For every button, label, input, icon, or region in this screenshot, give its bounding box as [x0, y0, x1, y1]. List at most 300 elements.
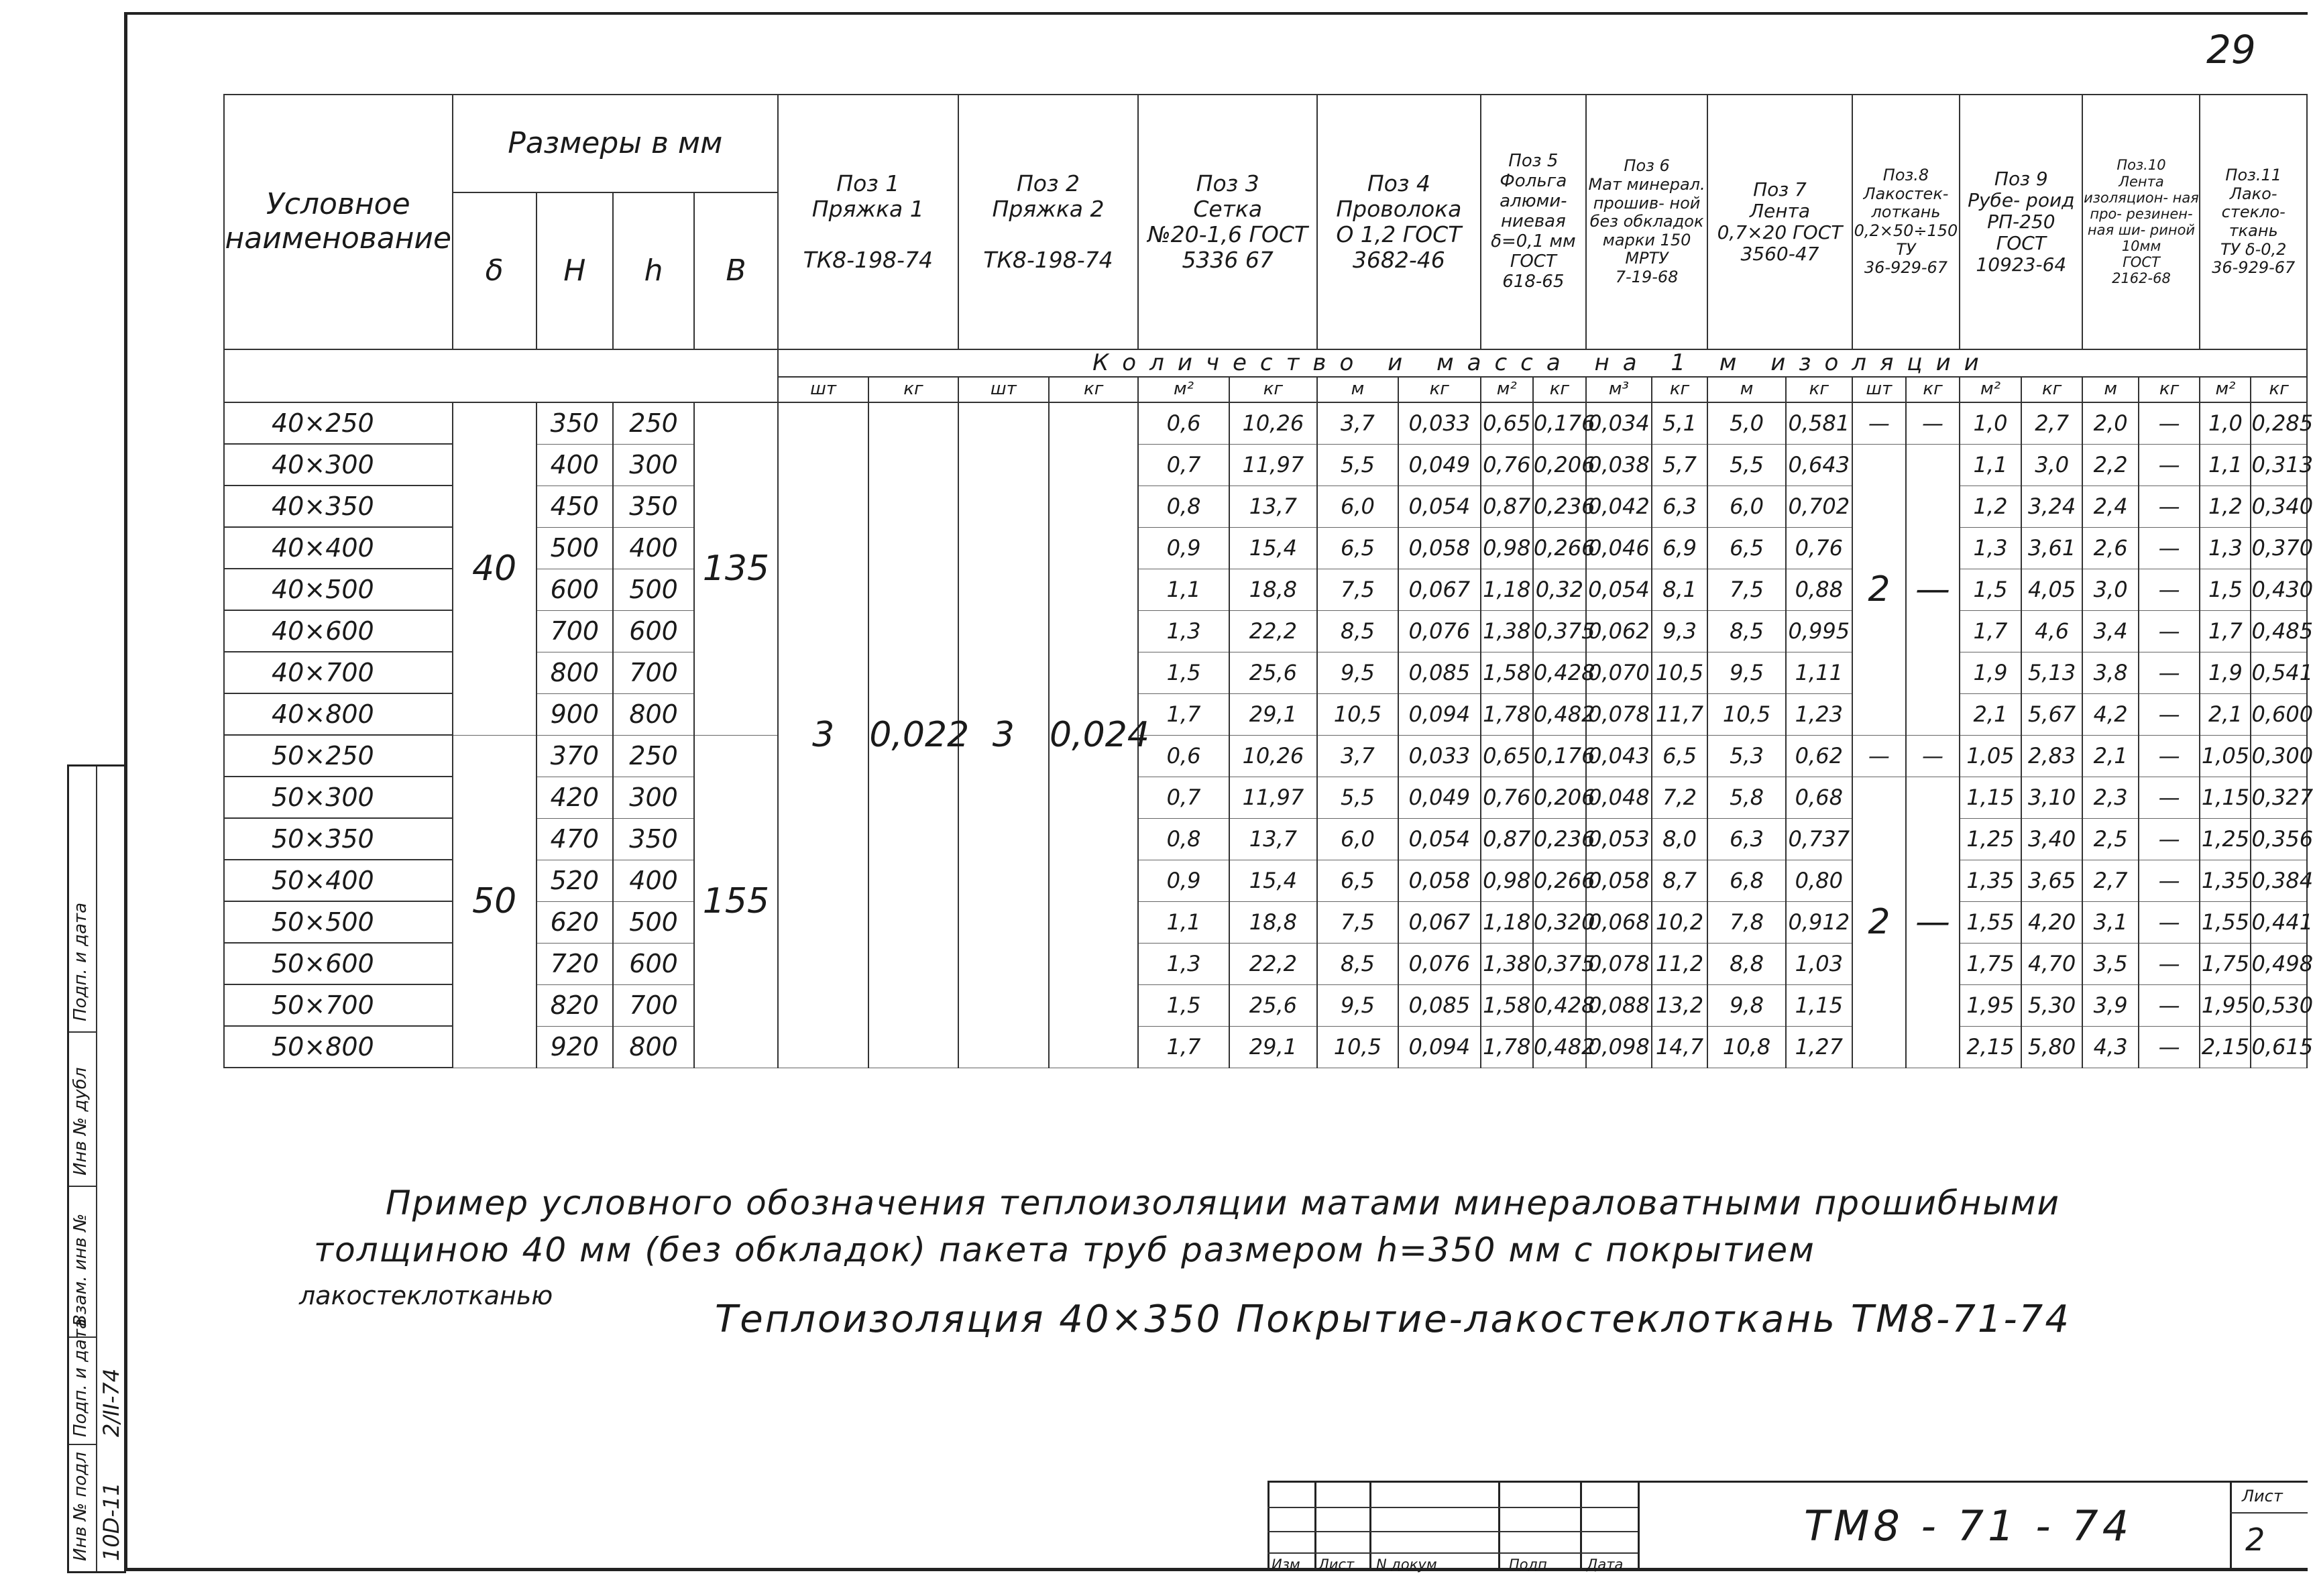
table-cell: 0,482: [1533, 693, 1586, 735]
table-cell: 0,067: [1398, 569, 1481, 610]
table-cell: 400: [537, 444, 614, 486]
table-cell: 600: [537, 569, 614, 610]
table-cell: —: [1906, 777, 1960, 1068]
table-cell: 1,2: [1960, 486, 2021, 527]
table-cell: 0,058: [1586, 860, 1652, 901]
table-cell: 2,2: [2082, 444, 2138, 486]
table-row: [224, 652, 2307, 693]
table-cell: 5,3: [1707, 735, 1786, 777]
table-cell: 2,6: [2082, 527, 2138, 569]
example-designation: Теплоизоляция 40×350 Покрытие-лакостеклоткань ТМ8-71-74: [715, 1298, 2071, 1341]
table-cell: 0,034: [1586, 402, 1652, 444]
table-cell: 3,40: [2021, 818, 2083, 860]
table-cell: 0,6: [1138, 402, 1229, 444]
table-cell: 3,4: [2082, 610, 2138, 652]
table-cell: 8,5: [1707, 610, 1786, 652]
table-cell: 0,482: [1533, 1026, 1586, 1068]
table-cell: —: [1852, 735, 1906, 777]
table-cell: 50×500: [224, 901, 453, 943]
stamp-label-sign-date-2: Подп. и дата: [70, 902, 91, 1021]
table-cell: 15,4: [1229, 860, 1317, 901]
table-cell: 350: [537, 402, 614, 444]
title-label-signature: Подп: [1509, 1556, 1547, 1573]
table-cell: 1,3: [1138, 610, 1229, 652]
unit-cell: кг: [1398, 377, 1481, 402]
table-row: [224, 444, 2307, 486]
table-cell: 720: [537, 943, 614, 984]
header-pos4: Поз 4 Проволока О 1,2 ГОСТ 3682-46: [1317, 95, 1481, 349]
table-cell: —: [2139, 444, 2200, 486]
table-cell: 5,1: [1652, 402, 1707, 444]
header-pos5: Поз 5 Фольга алюми- ниевая δ=0,1 мм ГОСТ 618-65: [1481, 95, 1586, 349]
table-row: [224, 735, 2307, 777]
table-cell: 0,68: [1786, 777, 1852, 818]
table-cell: 1,95: [1960, 984, 2021, 1026]
table-cell: —: [1906, 444, 1960, 735]
table-cell: 0,098: [1586, 1026, 1652, 1068]
table-cell: 0,094: [1398, 693, 1481, 735]
table-cell: 300: [613, 444, 694, 486]
table-cell: 5,7: [1652, 444, 1707, 486]
table-cell: 5,13: [2021, 652, 2083, 693]
spec-body: [224, 402, 2313, 1068]
table-cell: 7,5: [1317, 901, 1398, 943]
stamp-label-inv-original: Инв № подл: [70, 1452, 91, 1561]
unit-cell: м²: [1138, 377, 1229, 402]
table-cell: 1,95: [2200, 984, 2251, 1026]
header-H: H: [537, 192, 614, 349]
table-cell: 0,206: [1533, 777, 1586, 818]
table-row: [224, 984, 2307, 1026]
unit-cell: м: [1707, 377, 1786, 402]
table-cell: 11,97: [1229, 777, 1317, 818]
title-label-doc-no: N докум: [1376, 1556, 1437, 1573]
table-cell: 11,97: [1229, 444, 1317, 486]
table-cell: 1,23: [1786, 693, 1852, 735]
unit-cell: шт: [958, 377, 1049, 402]
sheet-number: 2: [2245, 1522, 2265, 1558]
frame-top-border: [124, 12, 2308, 15]
table-cell: 0,327: [2251, 777, 2307, 818]
table-cell: 450: [537, 486, 614, 527]
title-block: [1267, 1481, 2308, 1571]
table-cell: 29,1: [1229, 693, 1317, 735]
table-cell: —: [2139, 860, 2200, 901]
sheet-label: Лист: [2242, 1487, 2283, 1505]
table-cell: 0,87: [1481, 486, 1533, 527]
table-cell: 0,65: [1481, 735, 1533, 777]
table-cell: 500: [613, 569, 694, 610]
table-cell: 18,8: [1229, 569, 1317, 610]
table-cell: 9,3: [1652, 610, 1707, 652]
table-cell: 0,375: [1533, 943, 1586, 984]
table-cell: 1,38: [1481, 943, 1533, 984]
table-cell: 0,9: [1138, 527, 1229, 569]
unit-cell: кг: [1786, 377, 1852, 402]
table-cell: 0,049: [1398, 444, 1481, 486]
table-cell: 7,5: [1707, 569, 1786, 610]
unit-cell: кг: [868, 377, 958, 402]
table-cell: —: [2139, 818, 2200, 860]
table-row: [224, 486, 2307, 527]
table-cell: 4,20: [2021, 901, 2083, 943]
unit-cell: м²: [2200, 377, 2251, 402]
table-cell: 0,067: [1398, 901, 1481, 943]
table-cell: 1,35: [1960, 860, 2021, 901]
table-cell: 4,05: [2021, 569, 2083, 610]
table-cell: 8,8: [1707, 943, 1786, 984]
table-cell: 3,7: [1317, 402, 1398, 444]
header-pos9: Поз 9 Рубе- роид РП-250 ГОСТ 10923-64: [1960, 95, 2082, 349]
table-cell: 9,5: [1707, 652, 1786, 693]
table-cell: 9,8: [1707, 984, 1786, 1026]
table-cell: 8,5: [1317, 943, 1398, 984]
table-cell: —: [2139, 402, 2200, 444]
table-cell: 0,541: [2251, 652, 2307, 693]
example-text-line-1: Пример условного обозначения теплоизоляции матами минераловатными прошибными: [386, 1184, 2061, 1222]
table-cell: 250: [613, 735, 694, 777]
unit-cell: м²: [1960, 377, 2021, 402]
table-cell: 1,0: [2200, 402, 2251, 444]
table-cell: 350: [613, 818, 694, 860]
table-cell: 1,5: [1960, 569, 2021, 610]
table-cell: 0,054: [1398, 486, 1481, 527]
table-cell: 3: [778, 402, 868, 1068]
table-cell: 10,5: [1652, 652, 1707, 693]
table-cell: 50: [453, 735, 537, 1068]
table-cell: 3,0: [2021, 444, 2083, 486]
table-cell: 370: [537, 735, 614, 777]
table-cell: 7,8: [1707, 901, 1786, 943]
table-cell: 250: [613, 402, 694, 444]
table-cell: 0,430: [2251, 569, 2307, 610]
unit-cell: шт: [778, 377, 868, 402]
table-cell: 800: [537, 652, 614, 693]
table-cell: 0,070: [1586, 652, 1652, 693]
header-pos7: Поз 7 Лента 0,7×20 ГОСТ 3560-47: [1707, 95, 1852, 349]
table-cell: 1,2: [2200, 486, 2251, 527]
table-cell: 1,7: [1960, 610, 2021, 652]
table-cell: 400: [613, 527, 694, 569]
table-cell: 0,98: [1481, 527, 1533, 569]
table-cell: 9,5: [1317, 984, 1398, 1026]
table-cell: 1,11: [1786, 652, 1852, 693]
table-cell: 420: [537, 777, 614, 818]
table-cell: 1,18: [1481, 569, 1533, 610]
header-B: B: [694, 192, 778, 349]
unit-cell: шт: [1852, 377, 1906, 402]
table-cell: 25,6: [1229, 652, 1317, 693]
header-pos2: Поз 2 Пряжка 2 ТК8-198-74: [958, 95, 1139, 349]
table-cell: 7,2: [1652, 777, 1707, 818]
table-cell: 300: [613, 777, 694, 818]
table-cell: 1,55: [1960, 901, 2021, 943]
table-cell: 0,428: [1533, 652, 1586, 693]
table-cell: 800: [613, 693, 694, 735]
header-pos11: Поз.11 Лако- стекло- ткань ТУ δ-0,2 36-929-67: [2200, 95, 2307, 349]
table-cell: 2,1: [2200, 693, 2251, 735]
table-cell: 0,76: [1481, 777, 1533, 818]
table-cell: 0,053: [1586, 818, 1652, 860]
table-cell: 40×600: [224, 610, 453, 652]
table-cell: 700: [613, 984, 694, 1026]
table-row: [224, 1026, 2307, 1068]
table-cell: 0,530: [2251, 984, 2307, 1026]
table-cell: 0,042: [1586, 486, 1652, 527]
table-cell: 1,3: [1138, 943, 1229, 984]
document-code: ТМ8 - 71 - 74: [1804, 1501, 2133, 1550]
table-cell: —: [2139, 652, 2200, 693]
table-cell: 0,048: [1586, 777, 1652, 818]
table-cell: 50×600: [224, 943, 453, 984]
table-cell: —: [2139, 569, 2200, 610]
table-cell: 8,5: [1317, 610, 1398, 652]
table-cell: 25,6: [1229, 984, 1317, 1026]
unit-cell: м²: [1481, 377, 1533, 402]
table-cell: 40: [453, 402, 537, 735]
table-cell: 0,6: [1138, 735, 1229, 777]
unit-cell: кг: [1229, 377, 1317, 402]
table-cell: 0,643: [1786, 444, 1852, 486]
table-cell: 50×350: [224, 818, 453, 860]
table-cell: 50×700: [224, 984, 453, 1026]
header-pos10: Поз.10 Лента изоляцион- ная про- резинен- ная ши- риной 10мм ГОСТ 2162-68: [2082, 95, 2200, 349]
table-cell: 10,26: [1229, 402, 1317, 444]
table-cell: 1,5: [2200, 569, 2251, 610]
table-cell: 2,1: [1960, 693, 2021, 735]
table-cell: 470: [537, 818, 614, 860]
table-cell: 620: [537, 901, 614, 943]
table-cell: 2: [1852, 777, 1906, 1068]
table-cell: 0,266: [1533, 527, 1586, 569]
table-cell: 4,3: [2082, 1026, 2138, 1068]
table-row: [224, 943, 2307, 984]
table-cell: 0,300: [2251, 735, 2307, 777]
table-cell: 1,1: [2200, 444, 2251, 486]
stamp-label-inv-duplicate: Инв № дубл: [70, 1067, 91, 1176]
table-cell: 4,6: [2021, 610, 2083, 652]
header-name: Условное наименование: [224, 95, 453, 349]
table-cell: 11,7: [1652, 693, 1707, 735]
table-cell: 0,038: [1586, 444, 1652, 486]
table-cell: 0,428: [1533, 984, 1586, 1026]
table-cell: 10,2: [1652, 901, 1707, 943]
table-cell: 1,75: [1960, 943, 2021, 984]
unit-cell: кг: [1652, 377, 1707, 402]
table-cell: 6,5: [1317, 860, 1398, 901]
table-cell: 5,5: [1317, 777, 1398, 818]
table-cell: 1,5: [1138, 652, 1229, 693]
table-cell: 2,4: [2082, 486, 2138, 527]
stamp-label-sign-date-1: Подп. и дата: [70, 1318, 91, 1437]
unit-cell: м: [1317, 377, 1398, 402]
table-cell: 0,024: [1049, 402, 1138, 1068]
table-cell: 3,8: [2082, 652, 2138, 693]
table-cell: 40×800: [224, 693, 453, 735]
table-cell: 2,5: [2082, 818, 2138, 860]
margin-stamp: [67, 764, 126, 1573]
table-cell: 1,25: [1960, 818, 2021, 860]
table-cell: 0,266: [1533, 860, 1586, 901]
table-cell: 4,70: [2021, 943, 2083, 984]
unit-cell: кг: [2139, 377, 2200, 402]
table-cell: 1,18: [1481, 901, 1533, 943]
table-cell: 3: [958, 402, 1049, 1068]
table-cell: 0,995: [1786, 610, 1852, 652]
unit-cell: м³: [1586, 377, 1652, 402]
table-cell: 8,1: [1652, 569, 1707, 610]
table-cell: 0,176: [1533, 735, 1586, 777]
table-cell: 0,615: [2251, 1026, 2307, 1068]
table-row: [224, 901, 2307, 943]
header-pos3: Поз 3 Сетка №20-1,6 ГОСТ 5336 67: [1138, 95, 1317, 349]
table-cell: 22,2: [1229, 943, 1317, 984]
table-cell: 3,7: [1317, 735, 1398, 777]
table-cell: 0,320: [1533, 901, 1586, 943]
table-cell: 500: [613, 901, 694, 943]
table-cell: 50×300: [224, 777, 453, 818]
table-cell: 3,9: [2082, 984, 2138, 1026]
table-cell: 0,058: [1398, 860, 1481, 901]
table-cell: 0,441: [2251, 901, 2307, 943]
table-cell: 5,0: [1707, 402, 1786, 444]
table-cell: 0,236: [1533, 486, 1586, 527]
table-cell: —: [2139, 984, 2200, 1026]
table-cell: 0,206: [1533, 444, 1586, 486]
table-cell: —: [2139, 610, 2200, 652]
table-cell: 0,485: [2251, 610, 2307, 652]
header-delta: δ: [453, 192, 537, 349]
table-cell: 900: [537, 693, 614, 735]
table-cell: 600: [613, 943, 694, 984]
table-cell: 0,033: [1398, 735, 1481, 777]
stamp-value-inv-original: 10D-11: [99, 1482, 124, 1561]
table-cell: 5,5: [1317, 444, 1398, 486]
table-cell: 0,7: [1138, 444, 1229, 486]
table-cell: 2,3: [2082, 777, 2138, 818]
table-cell: 1,15: [1960, 777, 2021, 818]
table-cell: 10,26: [1229, 735, 1317, 777]
table-cell: 6,5: [1652, 735, 1707, 777]
table-cell: 2: [1852, 444, 1906, 735]
table-cell: 0,043: [1586, 735, 1652, 777]
table-cell: 8,7: [1652, 860, 1707, 901]
table-row: [224, 777, 2307, 818]
table-cell: 0,058: [1398, 527, 1481, 569]
table-cell: 11,2: [1652, 943, 1707, 984]
table-cell: 18,8: [1229, 901, 1317, 943]
table-cell: 0,054: [1586, 569, 1652, 610]
table-cell: 350: [613, 486, 694, 527]
header-quantity: Количество и масса на 1 м изоляции: [778, 349, 2307, 377]
table-cell: 13,7: [1229, 486, 1317, 527]
table-cell: 0,022: [868, 402, 958, 1068]
table-cell: 0,078: [1586, 943, 1652, 984]
table-cell: 40×300: [224, 444, 453, 486]
title-label-sheet: Лист: [1318, 1556, 1355, 1573]
table-cell: 0,076: [1398, 610, 1481, 652]
table-cell: 2,15: [2200, 1026, 2251, 1068]
table-cell: 1,38: [1481, 610, 1533, 652]
table-cell: 1,1: [1138, 901, 1229, 943]
table-cell: 0,094: [1398, 1026, 1481, 1068]
table-cell: 2,7: [2082, 860, 2138, 901]
table-cell: 1,15: [2200, 777, 2251, 818]
table-cell: 1,3: [2200, 527, 2251, 569]
table-cell: 6,3: [1707, 818, 1786, 860]
table-cell: —: [2139, 735, 2200, 777]
example-text-line-2: толщиною 40 мм (без обкладок) пакета труб размером h=350 мм с покрытием: [314, 1231, 1815, 1269]
table-cell: 0,370: [2251, 527, 2307, 569]
table-cell: 1,1: [1960, 444, 2021, 486]
table-row: [224, 569, 2307, 610]
table-cell: 1,75: [2200, 943, 2251, 984]
table-cell: 1,9: [2200, 652, 2251, 693]
table-cell: 1,03: [1786, 943, 1852, 984]
table-cell: 0,912: [1786, 901, 1852, 943]
table-cell: 29,1: [1229, 1026, 1317, 1068]
table-cell: 1,58: [1481, 652, 1533, 693]
table-cell: 0,285: [2251, 402, 2307, 444]
table-cell: 0,80: [1786, 860, 1852, 901]
table-cell: 40×400: [224, 527, 453, 569]
table-cell: 600: [613, 610, 694, 652]
table-cell: 3,24: [2021, 486, 2083, 527]
table-cell: 1,35: [2200, 860, 2251, 901]
table-cell: 13,7: [1229, 818, 1317, 860]
table-cell: 0,085: [1398, 984, 1481, 1026]
table-cell: 0,88: [1786, 569, 1852, 610]
table-cell: 1,9: [1960, 652, 2021, 693]
table-cell: 6,8: [1707, 860, 1786, 901]
table-cell: 2,0: [2082, 402, 2138, 444]
table-cell: 40×350: [224, 486, 453, 527]
table-cell: —: [1852, 402, 1906, 444]
unit-cell: кг: [1533, 377, 1586, 402]
table-cell: —: [2139, 527, 2200, 569]
table-cell: 0,62: [1786, 735, 1852, 777]
table-cell: 3,61: [2021, 527, 2083, 569]
table-row: [224, 527, 2307, 569]
header-pos6: Поз 6 Мат минерал. прошив- ной без обкладок марки 150 МРТУ 7-19-68: [1586, 95, 1707, 349]
stamp-value-sign-date: 2/II-74: [99, 1368, 124, 1437]
table-cell: 0,8: [1138, 486, 1229, 527]
table-cell: 50×800: [224, 1026, 453, 1068]
table-cell: 5,5: [1707, 444, 1786, 486]
table-cell: 40×700: [224, 652, 453, 693]
table-cell: 10,5: [1707, 693, 1786, 735]
table-cell: 0,76: [1481, 444, 1533, 486]
table-cell: —: [2139, 693, 2200, 735]
table-cell: 0,498: [2251, 943, 2307, 984]
table-cell: 135: [694, 402, 778, 735]
table-cell: 2,83: [2021, 735, 2083, 777]
table-cell: 6,5: [1707, 527, 1786, 569]
table-cell: 2,1: [2082, 735, 2138, 777]
table-cell: 520: [537, 860, 614, 901]
spec-table: [223, 94, 2313, 1068]
table-cell: —: [2139, 943, 2200, 984]
table-cell: 4,2: [2082, 693, 2138, 735]
header-pos8: Поз.8 Лакостек- лоткань 0,2×50÷150 ТУ 36-929-67: [1852, 95, 1960, 349]
table-row: [224, 693, 2307, 735]
table-cell: 700: [613, 652, 694, 693]
table-cell: 5,67: [2021, 693, 2083, 735]
page-number: 29: [2206, 27, 2256, 72]
table-cell: 0,384: [2251, 860, 2307, 901]
table-cell: 3,1: [2082, 901, 2138, 943]
table-cell: 3,10: [2021, 777, 2083, 818]
